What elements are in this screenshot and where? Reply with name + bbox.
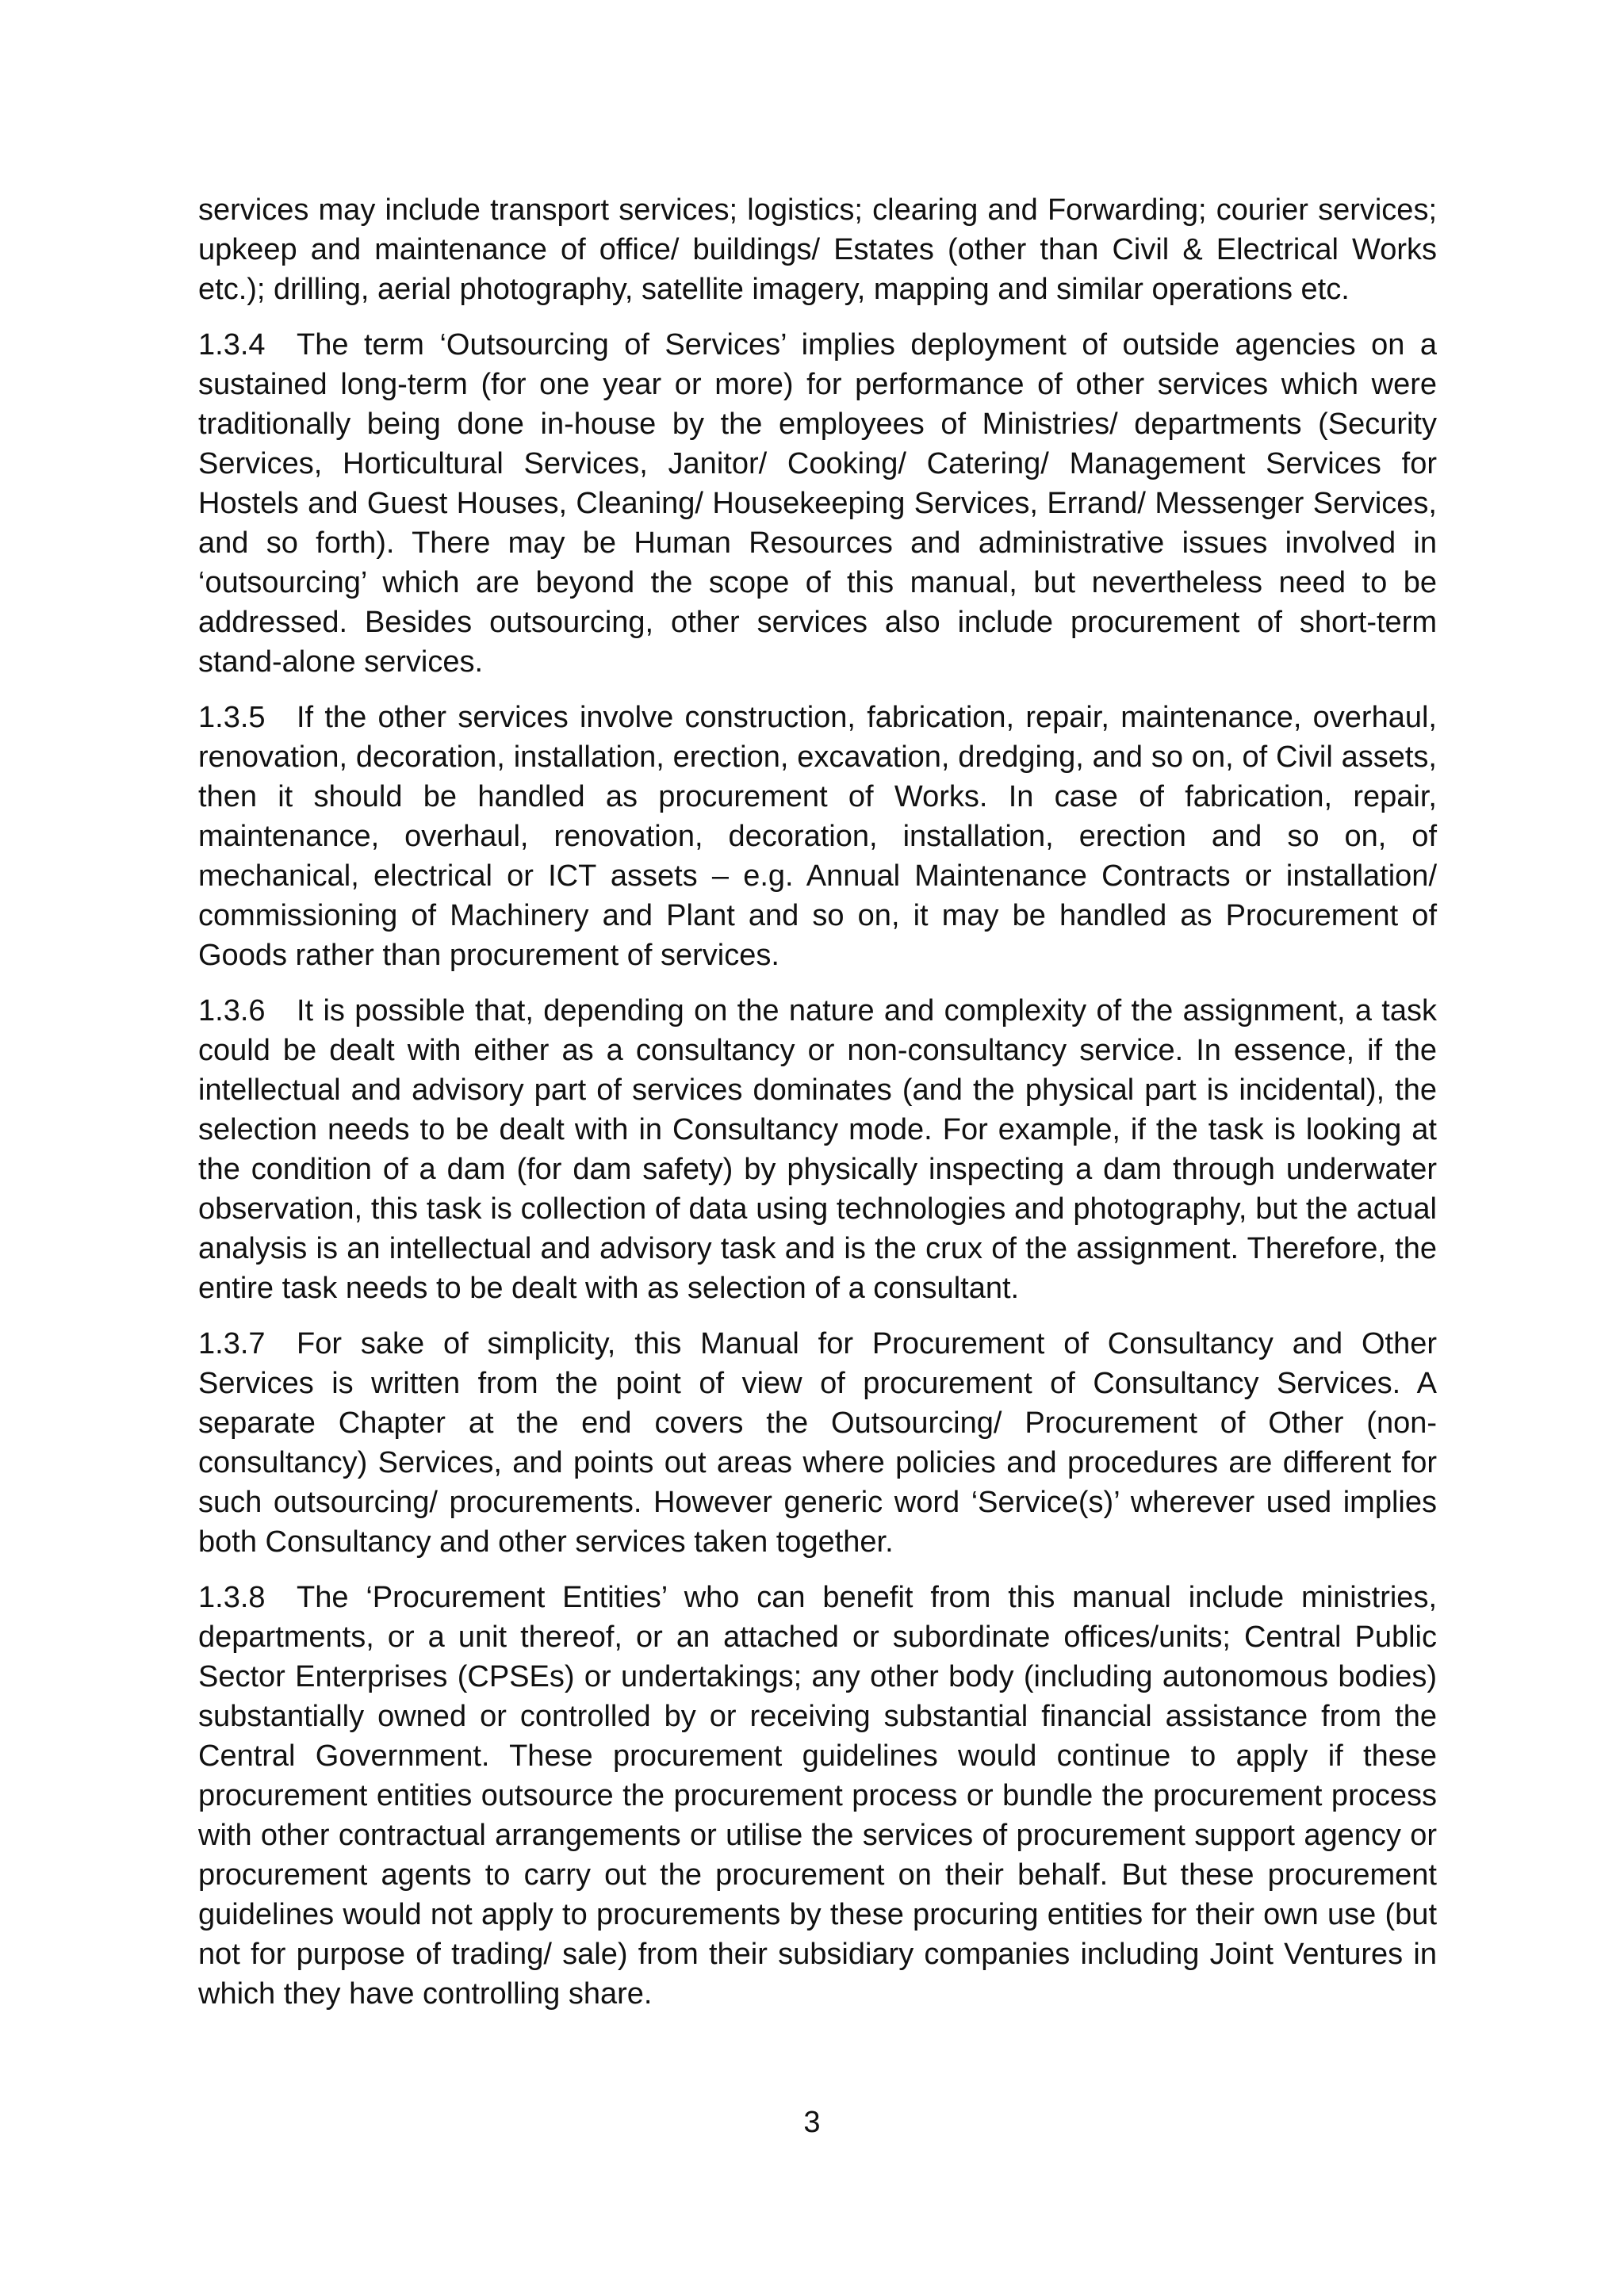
paragraph-number: 1.3.8 bbox=[198, 1581, 266, 1614]
paragraph-continuation bbox=[198, 190, 1437, 309]
paragraph-number: 1.3.7 bbox=[198, 1327, 266, 1360]
paragraph-text: services may include transport services; logistics; clearing and Forwarding; courier services; upkeep and maintenance of office/ buildings/ Estates (other than Civil & Electrical Works etc.); drilling, aerial photography, satellite imagery, mapping and similar operations etc. bbox=[198, 193, 1437, 306]
paragraph-text: The term ‘Outsourcing of Services’ implies deployment of outside agencies on a sustained long-term (for one year or more) for performance of other services which were traditionally being done in-house by the employees of Ministries/ departments (Security Services, Horticultural Services, Janitor/ Cooking/ Catering/ Management Services for Hostels and Guest Houses, Cleaning/ Housekeeping Services, Errand/ Messenger Services, and so forth). There may be Human Resources and administrative issues involved in ‘outsourcing’ which are beyond the scope of this manual, but nevertheless need to be addressed. Besides outsourcing, other services also include procurement of short-term stand-alone services. bbox=[198, 328, 1437, 679]
paragraph-text: The ‘Procurement Entities’ who can benefit from this manual include ministries, departments, or a unit thereof, or an attached or subordinate offices/units; Central Public Sector Enterprises (CPSEs) or undertakings; any other body (including autonomous bodies) substantially owned or controlled by or receiving substantial financial assistance from the Central Government. These procurement guidelines would continue to apply if these procurement entities outsource the procurement process or bundle the procurement process with other contractual arrangements or utilise the services of procurement support agency or procurement agents to carry out the procurement on their behalf. But these procurement guidelines would not apply to procurements by these procuring entities for their own use (but not for purpose of trading/ sale) from their subsidiary companies including Joint Ventures in which they have controlling share. bbox=[198, 1581, 1437, 2011]
paragraph-number: 1.3.5 bbox=[198, 701, 266, 734]
paragraph-text: For sake of simplicity, this Manual for Procurement of Consultancy and Other Services is written from the point of view of procurement of Consultancy Services. A separate Chapter at the end covers the Outsourcing/ Procurement of Other (non-consultancy) Services, and points out areas where policies and procedures are different for such outsourcing/ procurements. However generic word ‘Service(s)’ wherever used implies both Consultancy and other services taken together. bbox=[198, 1327, 1437, 1559]
paragraph-number: 1.3.4 bbox=[198, 328, 266, 362]
paragraph-1-3-5 bbox=[198, 698, 1437, 975]
page-number: 3 bbox=[803, 2106, 821, 2139]
paragraph-1-3-7 bbox=[198, 1324, 1437, 1562]
paragraph-text: If the other services involve construction, fabrication, repair, maintenance, overhaul, renovation, decoration, installation, erection, excavation, dredging, and so on, of Civil assets, then it should be handled as procurement of Works. In case of fabrication, repair, maintenance, overhaul, renovation, decoration, installation, erection and so on, of mechanical, electrical or ICT assets – e.g. Annual Maintenance Contracts or installation/ commissioning of Machinery and Plant and so on, it may be handled as Procurement of Goods rather than procurement of services. bbox=[198, 701, 1437, 972]
paragraph-1-3-4 bbox=[198, 325, 1437, 682]
paragraph-1-3-8 bbox=[198, 1578, 1437, 2014]
paragraph-1-3-6 bbox=[198, 991, 1437, 1308]
paragraph-text: It is possible that, depending on the nature and complexity of the assignment, a task could be dealt with either as a consultancy or non-consultancy service. In essence, if the intellectual and advisory part of services dominates (and the physical part is incidental), the selection needs to be dealt with in Consultancy mode. For example, if the task is looking at the condition of a dam (for dam safety) by physically inspecting a dam through underwater observation, this task is collection of data using technologies and photography, but the actual analysis is an intellectual and advisory task and is the crux of the assignment. Therefore, the entire task needs to be dealt with as selection of a consultant. bbox=[198, 994, 1437, 1305]
paragraph-number: 1.3.6 bbox=[198, 994, 266, 1027]
document-body bbox=[198, 190, 1437, 2030]
